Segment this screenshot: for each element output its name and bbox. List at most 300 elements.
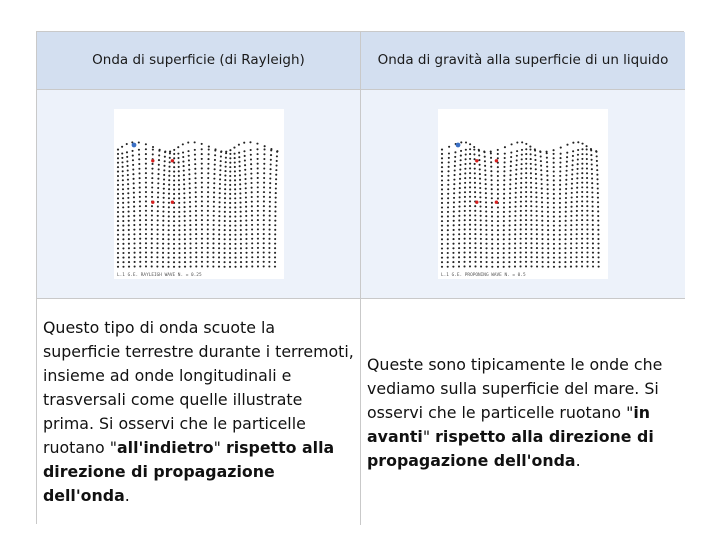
- particle-dot: [576, 187, 578, 189]
- particle-dot: [250, 177, 252, 179]
- particle-dot: [268, 229, 270, 231]
- particle-dot: [530, 210, 532, 212]
- particle-dot: [269, 168, 271, 170]
- particle-dot: [581, 143, 583, 145]
- particle-dot: [122, 220, 124, 222]
- particle-dot: [183, 201, 185, 203]
- particle-dot: [596, 160, 598, 162]
- particle-dot: [245, 266, 247, 268]
- particle-dot: [570, 233, 572, 235]
- highlighted-particle: [495, 201, 498, 204]
- particle-dot: [441, 261, 443, 263]
- particle-dot: [542, 261, 544, 263]
- particle-dot: [497, 225, 499, 227]
- particle-dot: [262, 196, 264, 198]
- particle-dot: [158, 154, 160, 156]
- particle-dot: [151, 172, 153, 174]
- particle-dot: [150, 224, 152, 226]
- particle-dot: [497, 153, 499, 155]
- particle-dot: [158, 150, 160, 152]
- particle-dot: [547, 261, 549, 263]
- particle-dot: [480, 238, 482, 240]
- particle-dot: [127, 266, 129, 268]
- particle-dot: [138, 201, 140, 203]
- particle-dot: [214, 154, 216, 156]
- particle-dot: [200, 143, 202, 145]
- particle-dot: [268, 210, 270, 212]
- particle-dot: [156, 242, 158, 244]
- particle-dot: [490, 166, 492, 168]
- particle-dot: [581, 261, 583, 263]
- particle-dot: [581, 163, 583, 165]
- particle-dot: [553, 234, 555, 236]
- particle-dot: [509, 234, 511, 236]
- particle-dot: [127, 247, 129, 249]
- particle-dot: [509, 188, 511, 190]
- particle-dot: [224, 161, 226, 163]
- particle-dot: [263, 172, 265, 174]
- particle-dot: [168, 188, 170, 190]
- particle-dot: [194, 187, 196, 189]
- particle-dot: [566, 161, 568, 163]
- particle-dot: [212, 265, 214, 267]
- particle-dot: [262, 214, 264, 216]
- particle-dot: [121, 146, 123, 148]
- particle-dot: [262, 233, 264, 235]
- particle-dot: [586, 205, 588, 207]
- particle-dot: [509, 201, 511, 203]
- particle-dot: [590, 154, 592, 156]
- particle-dot: [234, 211, 236, 213]
- particle-dot: [116, 202, 118, 204]
- particle-dot: [150, 238, 152, 240]
- particle-dot: [530, 228, 532, 230]
- particle-dot: [571, 183, 573, 185]
- particle-dot: [144, 256, 146, 258]
- particle-dot: [447, 243, 449, 245]
- particle-dot: [189, 233, 191, 235]
- particle-dot: [162, 188, 164, 190]
- particle-dot: [520, 219, 522, 221]
- particle-dot: [144, 228, 146, 230]
- particle-dot: [525, 224, 527, 226]
- particle-dot: [162, 229, 164, 231]
- particle-dot: [503, 193, 505, 195]
- particle-dot: [535, 201, 537, 203]
- particle-dot: [274, 206, 276, 208]
- particle-dot: [181, 143, 183, 145]
- particle-dot: [239, 211, 241, 213]
- particle-dot: [565, 220, 567, 222]
- particle-dot: [571, 169, 573, 171]
- particle-dot: [132, 182, 134, 184]
- particle-dot: [447, 206, 449, 208]
- particle-dot: [194, 182, 196, 184]
- particle-dot: [116, 225, 118, 227]
- particle-dot: [178, 247, 180, 249]
- particle-dot: [144, 265, 146, 267]
- particle-dot: [479, 173, 481, 175]
- particle-dot: [188, 169, 190, 171]
- particle-dot: [547, 247, 549, 249]
- particle-dot: [144, 158, 146, 160]
- particle-dot: [213, 182, 215, 184]
- particle-dot: [239, 238, 241, 240]
- particle-dot: [525, 256, 527, 258]
- particle-dot: [139, 228, 141, 230]
- particle-dot: [519, 261, 521, 263]
- particle-dot: [137, 141, 139, 143]
- particle-dot: [591, 196, 593, 198]
- particle-dot: [542, 266, 544, 268]
- particle-dot: [454, 174, 456, 176]
- particle-dot: [116, 171, 118, 173]
- particle-dot: [504, 161, 506, 163]
- particle-dot: [503, 211, 505, 213]
- particle-dot: [234, 243, 236, 245]
- particle-dot: [497, 266, 499, 268]
- particle-dot: [597, 247, 599, 249]
- particle-dot: [178, 252, 180, 254]
- particle-dot: [497, 149, 499, 151]
- particle-dot: [535, 178, 537, 180]
- particle-dot: [441, 252, 443, 254]
- particle-dot: [485, 215, 487, 217]
- particle-dot: [469, 247, 471, 249]
- particle-dot: [576, 182, 578, 184]
- particle-dot: [206, 200, 208, 202]
- particle-dot: [570, 261, 572, 263]
- particle-dot: [229, 149, 231, 151]
- particle-dot: [200, 191, 202, 193]
- particle-dot: [132, 187, 134, 189]
- particle-dot: [150, 247, 152, 249]
- particle-dot: [460, 155, 462, 157]
- particle-dot: [238, 152, 240, 154]
- particle-dot: [577, 168, 579, 170]
- particle-dot: [491, 229, 493, 231]
- particle-dot: [441, 175, 443, 177]
- particle-dot: [212, 229, 214, 231]
- particle-dot: [491, 197, 493, 199]
- particle-dot: [182, 152, 184, 154]
- particle-dot: [447, 193, 449, 195]
- particle-dot: [514, 224, 516, 226]
- particle-dot: [207, 148, 209, 150]
- particle-dot: [162, 192, 164, 194]
- particle-dot: [464, 182, 466, 184]
- particle-dot: [116, 220, 118, 222]
- particle-dot: [133, 265, 135, 267]
- particle-dot: [212, 219, 214, 221]
- particle-dot: [139, 219, 141, 221]
- particle-dot: [464, 163, 466, 165]
- particle-dot: [586, 145, 588, 147]
- particle-dot: [229, 184, 231, 186]
- particle-dot: [274, 187, 276, 189]
- particle-dot: [138, 172, 140, 174]
- particle-dot: [200, 219, 202, 221]
- particle-dot: [200, 158, 202, 160]
- particle-dot: [516, 155, 518, 157]
- particle-dot: [168, 170, 170, 172]
- particle-dot: [480, 256, 482, 258]
- particle-dot: [223, 252, 225, 254]
- particle-dot: [464, 252, 466, 254]
- particle-dot: [163, 174, 165, 176]
- particle-dot: [173, 171, 175, 173]
- highlighted-particle: [170, 159, 173, 162]
- particle-dot: [224, 170, 226, 172]
- particle-dot: [132, 173, 134, 175]
- particle-dot: [189, 261, 191, 263]
- particle-dot: [546, 152, 548, 154]
- particle-dot: [189, 238, 191, 240]
- particle-dot: [250, 201, 252, 203]
- particle-dot: [576, 261, 578, 263]
- particle-dot: [178, 225, 180, 227]
- particle-dot: [464, 168, 466, 170]
- particle-dot: [262, 265, 264, 267]
- particle-dot: [194, 215, 196, 217]
- particle-dot: [536, 238, 538, 240]
- particle-dot: [458, 256, 460, 258]
- particle-dot: [571, 187, 573, 189]
- particle-dot: [546, 166, 548, 168]
- particle-dot: [547, 229, 549, 231]
- particle-dot: [200, 256, 202, 258]
- particle-dot: [530, 191, 532, 193]
- particle-dot: [448, 157, 450, 159]
- particle-dot: [156, 205, 158, 207]
- particle-dot: [491, 234, 493, 236]
- particle-dot: [144, 200, 146, 202]
- particle-dot: [503, 261, 505, 263]
- particle-dot: [206, 238, 208, 240]
- particle-dot: [274, 233, 276, 235]
- particle-dot: [206, 261, 208, 263]
- particle-dot: [474, 233, 476, 235]
- particle-dot: [229, 220, 231, 222]
- particle-dot: [250, 168, 252, 170]
- particle-dot: [212, 252, 214, 254]
- particle-dot: [268, 196, 270, 198]
- particle-dot: [540, 178, 542, 180]
- particle-dot: [122, 197, 124, 199]
- rayleigh-image-cell: [37, 90, 361, 299]
- particle-dot: [581, 233, 583, 235]
- particle-dot: [497, 247, 499, 249]
- particle-dot: [480, 215, 482, 217]
- particle-dot: [597, 224, 599, 226]
- particle-dot: [151, 146, 153, 148]
- particle-dot: [469, 177, 471, 179]
- particle-dot: [464, 214, 466, 216]
- particle-dot: [172, 247, 174, 249]
- particle-dot: [274, 197, 276, 199]
- particle-dot: [234, 257, 236, 259]
- particle-dot: [162, 252, 164, 254]
- particle-dot: [219, 160, 221, 162]
- particle-dot: [441, 243, 443, 245]
- particle-dot: [212, 205, 214, 207]
- particle-dot: [223, 247, 225, 249]
- particle-dot: [156, 229, 158, 231]
- text-bold: in: [633, 403, 651, 422]
- particle-dot: [127, 261, 129, 263]
- particle-dot: [178, 261, 180, 263]
- particle-dot: [441, 234, 443, 236]
- particle-dot: [474, 261, 476, 263]
- particle-dot: [447, 188, 449, 190]
- highlighted-particle: [495, 159, 498, 162]
- particle-dot: [441, 184, 443, 186]
- particle-dot: [530, 196, 532, 198]
- particle-dot: [125, 151, 127, 153]
- particle-dot: [206, 210, 208, 212]
- particle-dot: [530, 158, 532, 160]
- particle-dot: [547, 220, 549, 222]
- particle-dot: [530, 247, 532, 249]
- particle-dot: [509, 215, 511, 217]
- particle-dot: [263, 182, 265, 184]
- particle-dot: [188, 201, 190, 203]
- particle-dot: [212, 215, 214, 217]
- particle-dot: [565, 183, 567, 185]
- particle-dot: [157, 159, 159, 161]
- particle-dot: [121, 175, 123, 177]
- particle-dot: [229, 247, 231, 249]
- particle-dot: [530, 172, 532, 174]
- particle-dot: [126, 160, 128, 162]
- particle-dot: [251, 252, 253, 254]
- particle-dot: [547, 252, 549, 254]
- particle-dot: [564, 243, 566, 245]
- particle-dot: [239, 256, 241, 258]
- particle-dot: [553, 184, 555, 186]
- particle-dot: [447, 238, 449, 240]
- particle-dot: [486, 266, 488, 268]
- particle-dot: [536, 242, 538, 244]
- particle-dot: [218, 183, 220, 185]
- particle-dot: [177, 161, 179, 163]
- particle-dot: [256, 143, 258, 145]
- particle-dot: [150, 205, 152, 207]
- particle-dot: [514, 252, 516, 254]
- particle-dot: [490, 161, 492, 163]
- particle-dot: [156, 261, 158, 263]
- particle-dot: [133, 219, 135, 221]
- particle-dot: [565, 202, 567, 204]
- particle-dot: [207, 163, 209, 165]
- particle-dot: [151, 149, 153, 151]
- particle-dot: [182, 179, 184, 181]
- particle-dot: [503, 257, 505, 259]
- particle-dot: [541, 215, 543, 217]
- particle-dot: [547, 202, 549, 204]
- particle-dot: [245, 219, 247, 221]
- particle-dot: [485, 238, 487, 240]
- particle-dot: [234, 220, 236, 222]
- particle-dot: [116, 175, 118, 177]
- particle-dot: [497, 229, 499, 231]
- particle-dot: [541, 247, 543, 249]
- particle-dot: [464, 177, 466, 179]
- particle-dot: [547, 197, 549, 199]
- particle-dot: [511, 143, 513, 145]
- particle-dot: [570, 229, 572, 231]
- particle-dot: [218, 210, 220, 212]
- particle-dot: [163, 156, 165, 158]
- particle-dot: [212, 256, 214, 258]
- particle-dot: [547, 234, 549, 236]
- particle-dot: [485, 201, 487, 203]
- particle-dot: [156, 233, 158, 235]
- particle-dot: [138, 210, 140, 212]
- particle-dot: [469, 191, 471, 193]
- particle-dot: [183, 252, 185, 254]
- particle-dot: [570, 224, 572, 226]
- particle-dot: [250, 205, 252, 207]
- particle-dot: [187, 159, 189, 161]
- particle-dot: [586, 196, 588, 198]
- particle-dot: [486, 256, 488, 258]
- particle-dot: [167, 229, 169, 231]
- particle-dot: [597, 229, 599, 231]
- particle-dot: [133, 201, 135, 203]
- particle-dot: [249, 154, 251, 156]
- particle-dot: [256, 261, 258, 263]
- particle-dot: [200, 224, 202, 226]
- particle-dot: [213, 159, 215, 161]
- particle-dot: [581, 256, 583, 258]
- particle-dot: [122, 247, 124, 249]
- particle-dot: [547, 243, 549, 245]
- particle-dot: [262, 205, 264, 207]
- particle-dot: [515, 173, 517, 175]
- particle-dot: [132, 196, 134, 198]
- particle-dot: [546, 157, 548, 159]
- particle-dot: [183, 243, 185, 245]
- particle-dot: [189, 229, 191, 231]
- particle-dot: [268, 201, 270, 203]
- particle-dot: [570, 247, 572, 249]
- particle-dot: [541, 192, 543, 194]
- particle-dot: [591, 173, 593, 175]
- particle-dot: [156, 224, 158, 226]
- particle-dot: [485, 233, 487, 235]
- particle-dot: [530, 233, 532, 235]
- particle-dot: [484, 165, 486, 167]
- particle-dot: [565, 174, 567, 176]
- particle-dot: [553, 166, 555, 168]
- particle-dot: [200, 233, 202, 235]
- particle-dot: [535, 164, 537, 166]
- particle-dot: [256, 200, 258, 202]
- particle-dot: [218, 224, 220, 226]
- particle-dot: [547, 206, 549, 208]
- particle-dot: [273, 261, 275, 263]
- particle-dot: [144, 182, 146, 184]
- particle-dot: [270, 149, 272, 151]
- particle-dot: [116, 234, 118, 236]
- particle-dot: [256, 163, 258, 165]
- particle-dot: [268, 261, 270, 263]
- particle-dot: [570, 206, 572, 208]
- particle-dot: [469, 233, 471, 235]
- particle-dot: [485, 178, 487, 180]
- particle-dot: [465, 153, 467, 155]
